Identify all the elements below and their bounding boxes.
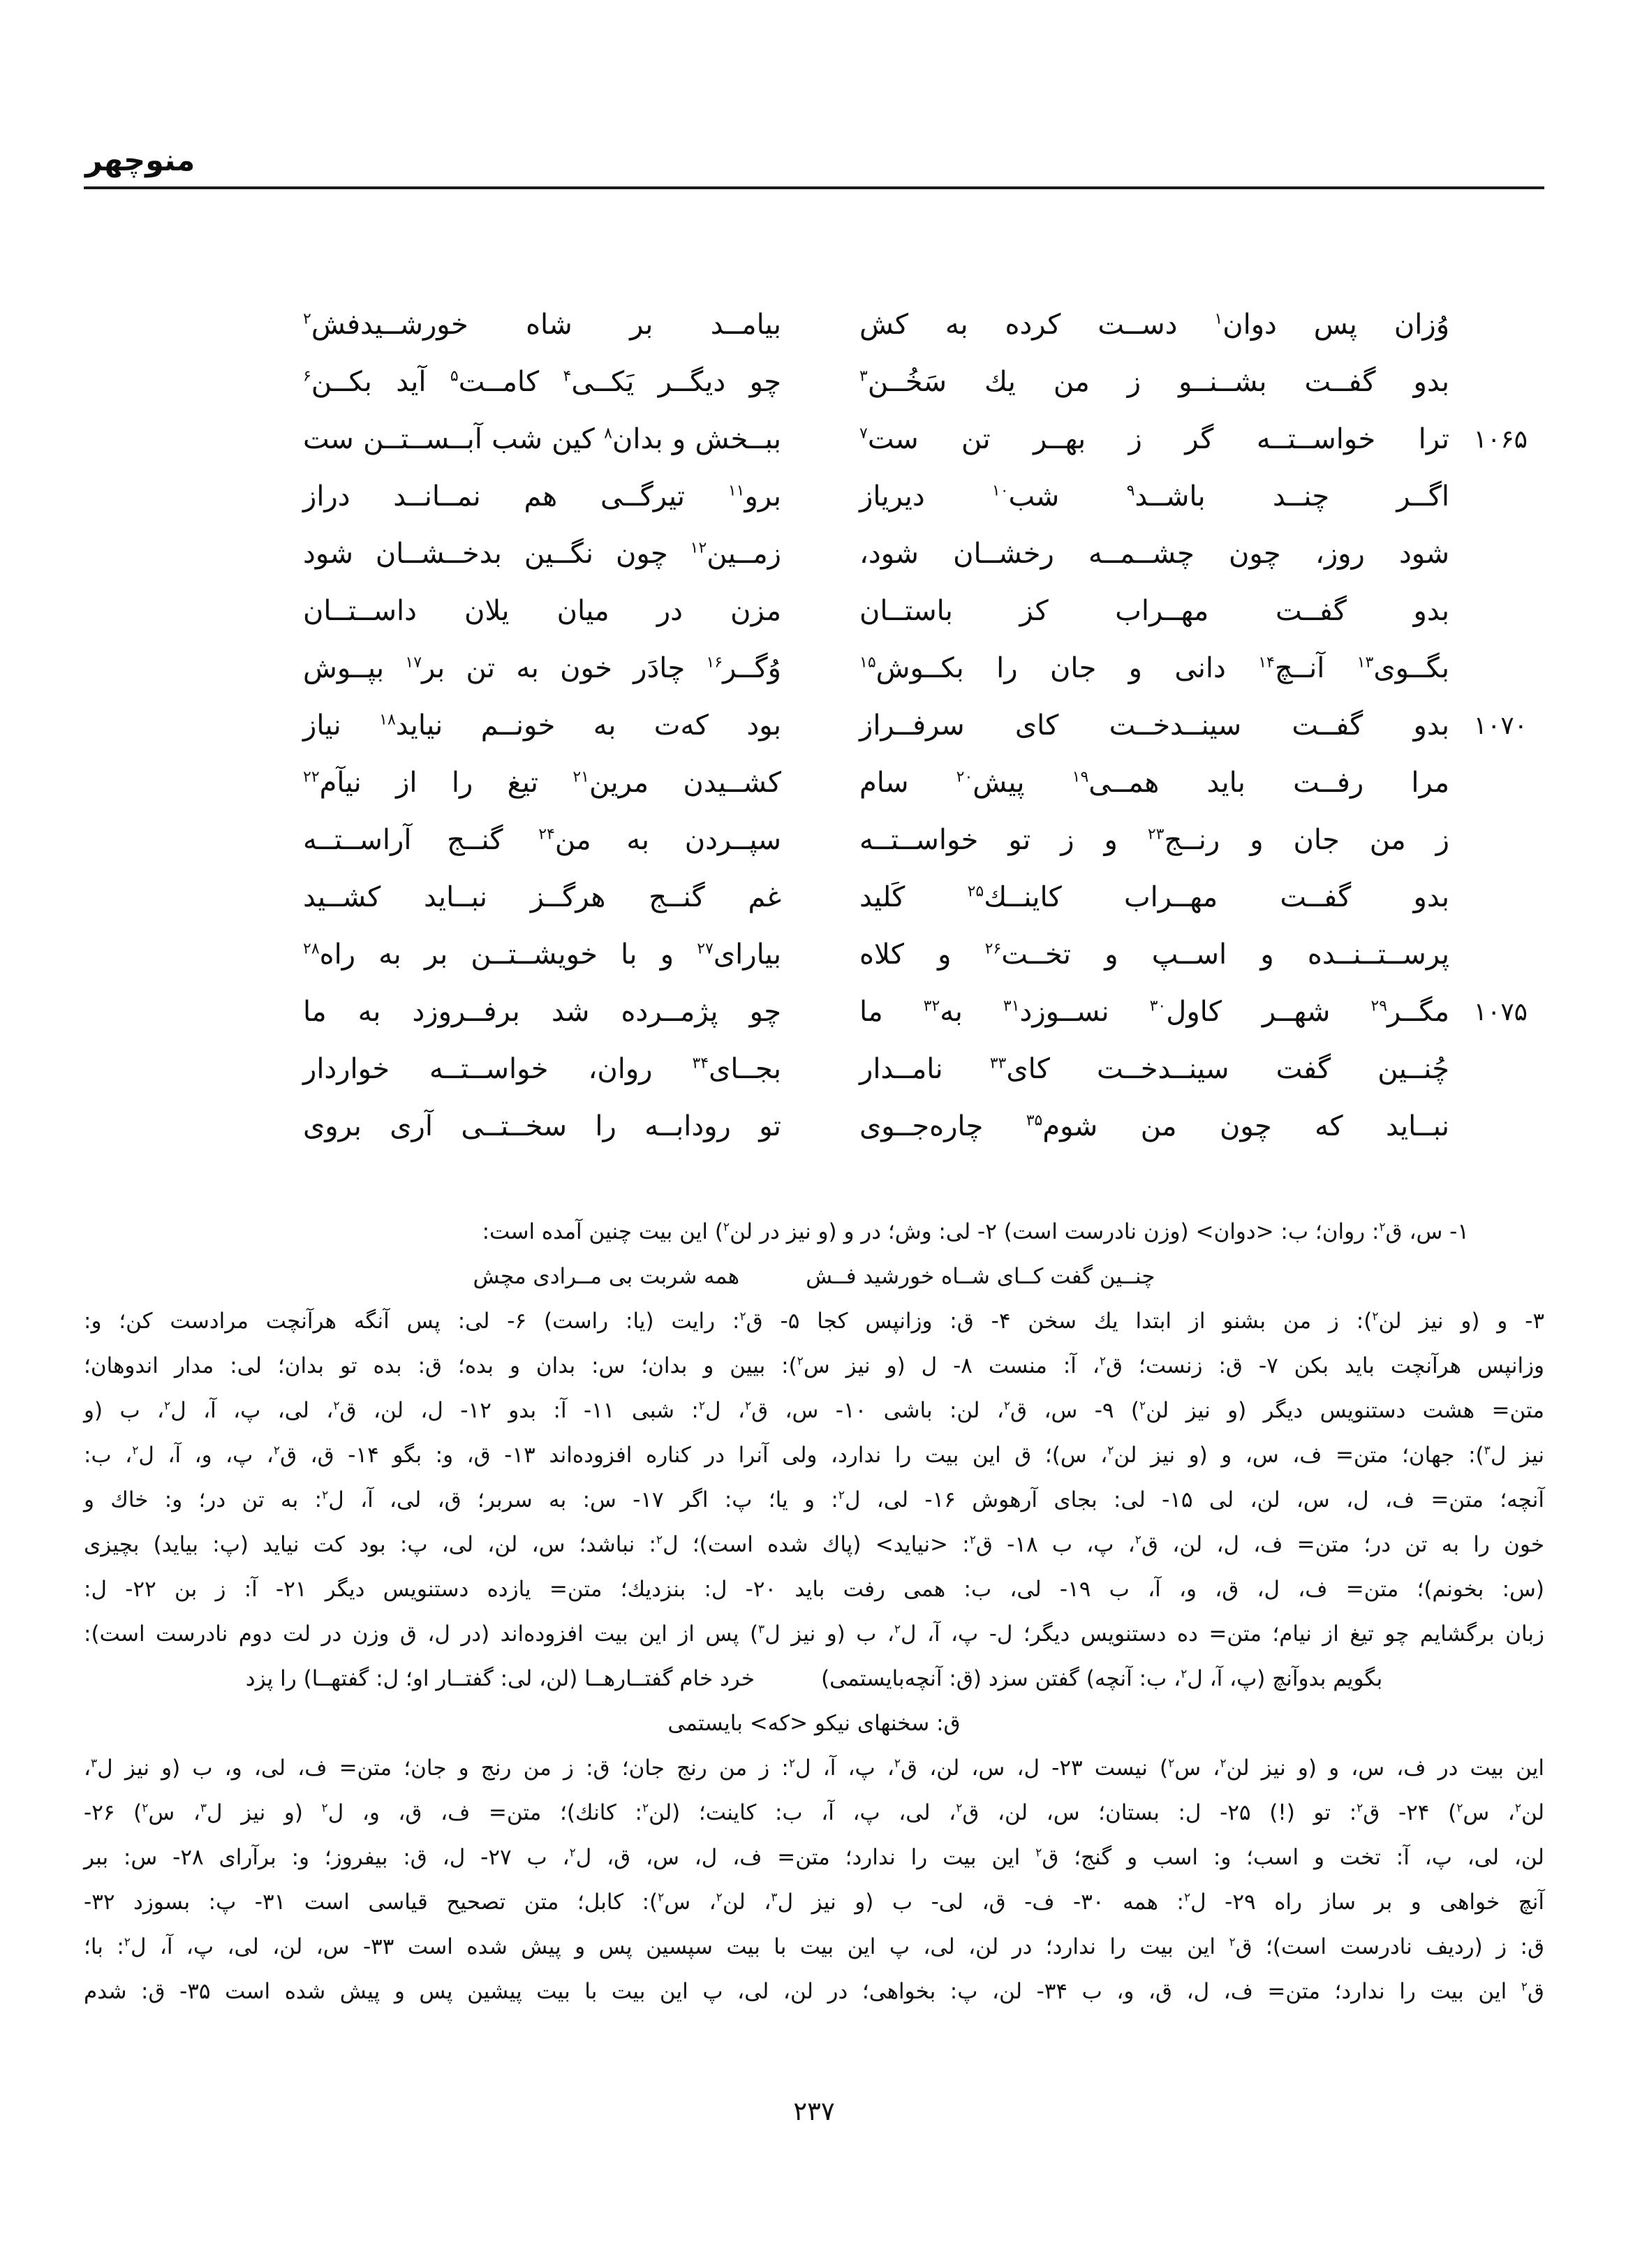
footnote-line: ۳- و (و نيز لن$^۲$): ز من بشنو از ابتدا يك سخن ۴- ق: وزانپس كجا ۵- ق$^۲$: رايت (يا: راست) ۶- لى: پس آنگه هرآنچت مرادست كن؛ و: bbox=[84, 1309, 1544, 1334]
second-hemistich: مزن در ميان يلان داســتــان bbox=[303, 595, 781, 627]
page-number: ۲۳۷ bbox=[793, 2096, 835, 2126]
quote-first-hemistich: بگويم بدوآنچ (پ، آ، ل$^۲$، ب: آنچه) گفتن سزد (ق: آنچه‌بايستمى) bbox=[821, 1666, 1383, 1691]
verse-row bbox=[84, 983, 1544, 1040]
first-hemistich: بدو گفــت مهــراب كز باستــان bbox=[859, 595, 1449, 627]
verse-row bbox=[84, 697, 1544, 754]
verse-row bbox=[84, 582, 1544, 640]
first-hemistich: شود روز، چون چشــمــه رخشــان شود، bbox=[859, 538, 1449, 570]
footnote-line: آنچه؛ متن= ف، ل، س، لن، لى ۱۵- لى: بجاى آرهوش ۱۶- لى، ل$^۲$: و يا؛ پ: اگر ۱۷- س: به سربر؛ ق، لى، آ، ل$^۲$: به تن در؛ و: خاك و bbox=[84, 1487, 1544, 1512]
footnote-line: (س: بخونم)؛ متن= ف، ل، ق، و، آ، ب ۱۹- لى، ب: همى رفت بايد ۲۰- ل: بنزديك؛ متن= يازده دستنويس ديگر ۲۱- آ: ز بن ۲۲- ل: bbox=[84, 1577, 1544, 1602]
verse-number: ۱۰۶۵ bbox=[1473, 425, 1528, 454]
verse-row bbox=[84, 468, 1544, 525]
footnote-line: ق: سخنهاى نيكو <كه> بايستمى bbox=[667, 1711, 961, 1736]
chapter-title: منوچهر bbox=[85, 143, 195, 178]
verse-number: ۱۰۷۵ bbox=[1473, 997, 1528, 1026]
footnote-line: متن= هشت دستنويس ديگر (و نيز لن$^۲$) ۹- س، ق$^۲$، لن: باشى ۱۰- س، ق$^۲$، ل$^۲$: شبى ۱۱- آ: بدو ۱۲- ل، لن، ق$^۲$، لى، پ، آ، ل$^۲$، ب (و bbox=[84, 1398, 1545, 1423]
second-hemistich: ببــخش و بدان$^۸$ كين شب آبــســتــن ست bbox=[303, 423, 781, 455]
verse-row bbox=[84, 296, 1544, 353]
first-hemistich: بدو گفــت مهــراب كاينــك$^{۲۵}$ كَليد bbox=[859, 881, 1449, 913]
verse-row bbox=[84, 1098, 1544, 1155]
second-hemistich: تو رودابــه را سخــتــى آرى بروى bbox=[303, 1110, 781, 1142]
first-hemistich: مرا رفــت بايد همــى$^{۱۹}$ پيش$^{۲۰}$ سام bbox=[859, 767, 1449, 799]
second-hemistich: بياراى$^{۲۷}$ و با خويشــتــن بر به راه$^{۲۸}$ bbox=[303, 938, 781, 971]
footnote-line: اين بيت در ف، س، و (و نيز لن$^۲$، س$^۲$) نيست ۲۳- ل، س، لن، ق$^۲$، پ، آ، ل$^۲$: ز من رنج جان؛ ق: ز من رنج و جان؛ متن= ف، لى، و، ب (و نيز ل$^۳$، bbox=[84, 1755, 1544, 1781]
footnote-verse-quote bbox=[84, 1656, 1544, 1701]
verse-row bbox=[84, 525, 1544, 582]
second-hemistich: چو پژمــرده شد برفــروزد به ما bbox=[303, 996, 781, 1028]
footnote-line: لن$^۲$، س$^۲$) ۲۴- ق$^۲$: تو (!) ۲۵- ل: بستان؛ س، لن، ق$^۲$، لى، پ، آ، ب: كاينت؛ (لن$^۲$: كانك)؛ متن= ف، ق، و، ل$^۲$ (و نيز ل$^۳$، س$^۲$) ۲۶- bbox=[84, 1800, 1545, 1825]
second-hemistich: سپــردن به من$^{۲۴}$ گنــج آراســتــه bbox=[303, 824, 781, 856]
second-hemistich: برو$^{۱۱}$ تيرگــى هم نمــانــد دراز bbox=[303, 480, 781, 513]
verse-row bbox=[84, 411, 1544, 468]
poem-columns bbox=[84, 296, 1544, 1155]
first-hemistich: پرســتــنــده و اســپ و تخــت$^{۲۶}$ و كلاه bbox=[859, 938, 1449, 971]
footnote-verse-quote bbox=[84, 1254, 1544, 1299]
verse-row bbox=[84, 869, 1544, 926]
first-hemistich: چُنــين گفت سينــدخــت كاى$^{۳۳}$ نامــدار bbox=[859, 1053, 1449, 1085]
second-hemistich: بيامــد بر شاه خورشــيدفش$^۲$ bbox=[303, 309, 781, 341]
second-hemistich: كشــيدن مرين$^{۲۱}$ تيغ را از نيآم$^{۲۲}$ bbox=[303, 767, 781, 799]
footnote-line: آنچ خواهى و بر ساز راه ۲۹- ل$^۲$: همه ۳۰- ف- ق، لى- ب (و نيز ل$^۳$، لن$^۲$، س$^۲$): كابل؛ متن تصحيح قياسى است ۳۱- پ: بسوزد ۳۲- bbox=[84, 1890, 1545, 1915]
critical-apparatus bbox=[84, 1209, 1544, 2014]
footnote-line: زبان برگشايم چو تيغ از نيام؛ متن= ده دستنويس ديگر؛ ل- پ، آ، ل$^۲$، ب (و نيز ل$^۳$) پس از اين بيت افزوده‌اند (در ل، ق وزن در لت دوم نادرست است): bbox=[84, 1621, 1544, 1647]
first-hemistich: ترا خواســتــه گر ز بهــر تن ست$^۷$ bbox=[859, 423, 1449, 455]
second-hemistich: غم گنــج هرگــز نبــايد كشــيد bbox=[303, 881, 781, 913]
quote-second-hemistich: همه شربت بى مــرادى مچش bbox=[473, 1264, 740, 1289]
verse-row bbox=[84, 811, 1544, 869]
footnote-line: نيز ل$^۳$): جهان؛ متن= ف، س، و (و نيز لن$^۲$، س)؛ ق اين بيت را ندارد، ولى آنرا در كناره افزوده‌اند ۱۳- ق، و: بگو ۱۴- ق، ق$^۲$، پ، و، آ، ل$^۲$، ب: bbox=[84, 1443, 1544, 1468]
second-hemistich: زمــين$^{۱۲}$ چون نگــين بدخــشــان شود bbox=[303, 538, 781, 570]
running-header bbox=[85, 143, 195, 178]
verse-row bbox=[84, 926, 1544, 983]
verse-number: ۱۰۷۰ bbox=[1473, 711, 1528, 740]
first-hemistich: اگــر چنــد باشــد$^۹$ شب$^{۱۰}$ ديرياز bbox=[859, 480, 1450, 513]
second-hemistich: بود كه‌ت به خونــم نيايد$^{۱۸}$ نياز bbox=[303, 709, 782, 742]
verse-row bbox=[84, 640, 1544, 697]
second-hemistich: بجــاى$^{۳۴}$ روان، خواســتــه خواردار bbox=[303, 1053, 781, 1085]
first-hemistich: بگــوى$^{۱۳}$ آنــچ$^{۱۴}$ دانى و جان را بكــوش$^{۱۵}$ bbox=[859, 652, 1450, 684]
second-hemistich: چو ديگــر يَكــى$^۴$ كامــت$^۵$ آيد بكــن$^۶$ bbox=[303, 366, 781, 398]
quote-second-hemistich: خرد خام گفتــارهــا (لن، لى: گفتــار او؛ ل: گفتهــا) را پزد bbox=[245, 1666, 755, 1691]
footnote-line: لن، لى، پ، آ: تخت و اسب؛ و: اسب و گنج؛ ق$^۲$ اين بيت را ندارد؛ متن= ف، ل، س، ق، ل$^۲$، ب ۲۷- ل، ق: بيفروز؛ و: برآراى ۲۸- س: ببر bbox=[84, 1845, 1544, 1870]
footnote-line: ۱- س، ق$^۲$: روان؛ ب: <دوان> (وزن نادرست است) ۲- لى: وش؛ در و (و نيز در لن$^۲$) اين بيت چنين آمده است: bbox=[482, 1219, 1469, 1244]
first-hemistich: وُزان پس دوان$^۱$ دســت كرده به كش bbox=[859, 309, 1450, 341]
quote-first-hemistich: چنــين گفت كــاى شــاه خورشيد فــش bbox=[806, 1264, 1155, 1289]
footnote-line: خون را به تن در؛ متن= ف، ل، لن، ق$^۲$، پ، ب ۱۸- ق$^۲$: <نيايد> (پاك شده است)؛ ل$^۲$: نباشد؛ س، لن، لى، پ: بود كت نيايد (پ: بيايد) بچيزى bbox=[84, 1532, 1544, 1557]
footnote-line: وزانپس هرآنچت بايد بكن ۷- ق: زنست؛ ق$^۲$، آ: منست ۸- ل (و نيز س$^۲$): بيين و بدان؛ س: بدان و بده؛ ق: بده تو بدان؛ لى: مدار اندوهان؛ bbox=[84, 1353, 1545, 1378]
first-hemistich: بدو گفــت بشــنــو ز من يك سَخُــن$^۳$ bbox=[859, 366, 1449, 398]
header-rule bbox=[84, 186, 1544, 189]
second-hemistich: وُگــر$^{۱۶}$ چادَر خون به تن بر$^{۱۷}$ بپــوش bbox=[303, 652, 781, 684]
first-hemistich: مگــر$^{۲۹}$ شهــر كاول$^{۳۰}$ نســوزد$^{۳۱}$ به$^{۳۲}$ ما bbox=[859, 996, 1450, 1028]
verse-row bbox=[84, 754, 1544, 811]
first-hemistich: نبــايد كه چون من شوم$^{۳۵}$ چاره‌جــوى bbox=[859, 1110, 1450, 1142]
verse-row bbox=[84, 1040, 1544, 1098]
first-hemistich: ز من جان و رنــج$^{۲۳}$ و ز تو خواســتــه bbox=[859, 824, 1449, 856]
first-hemistich: بدو گفــت سينــدخــت كاى سرفــراز bbox=[859, 709, 1449, 742]
footnote-line: ق: ز (رديف نادرست است)؛ ق$^۲$ اين بيت را ندارد؛ در لن، لى، پ اين بيت با بيت سپسين پس و پيش شده است ۳۳- س، لن، لى، پ، آ، ل$^۲$: با؛ bbox=[84, 1934, 1545, 1959]
verse-row bbox=[84, 353, 1544, 411]
footnote-line: ق$^۲$ اين بيت را ندارد؛ متن= ف، ل، ق، و، ب ۳۴- لن، پ: بخواهى؛ در لن، لى، پ اين بيت با بيت پيشين پس و پيش شده است ۳۵- ق: شدم bbox=[84, 1979, 1544, 2004]
